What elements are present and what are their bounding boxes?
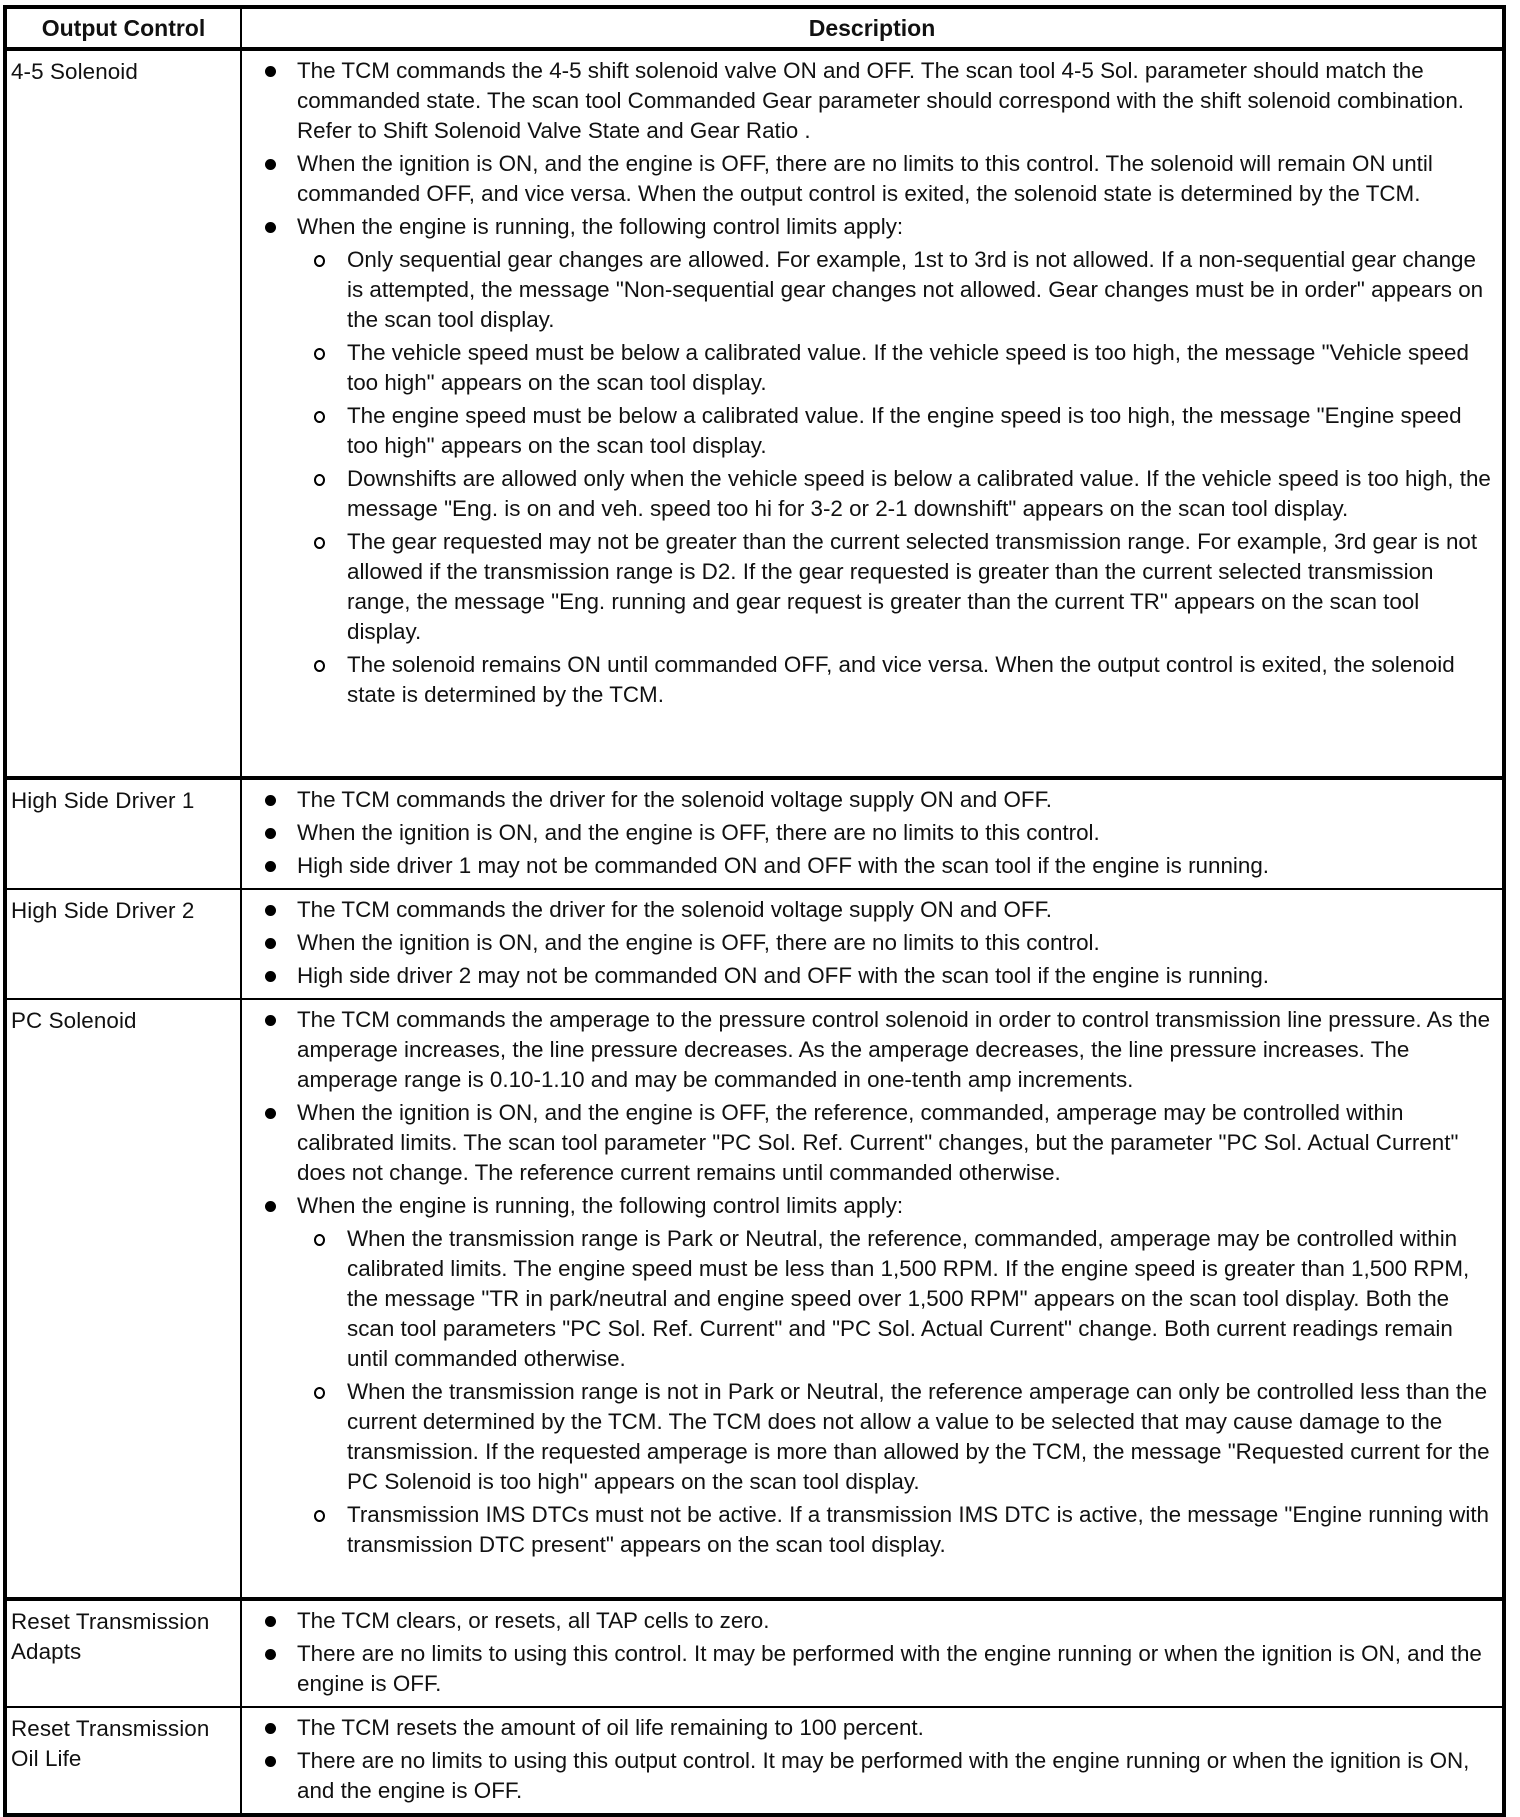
bullet-dot-icon xyxy=(265,1616,276,1627)
column-header-output-control: Output Control xyxy=(5,7,241,49)
bullet-circle-icon xyxy=(314,348,325,360)
bullet-dot-icon xyxy=(265,861,276,872)
bullet-list xyxy=(242,56,1498,710)
bullet-item xyxy=(242,928,1498,958)
bullet-text: High side driver 2 may not be commanded ON and OFF with the scan tool if the engine is running. xyxy=(297,963,1270,988)
table-row xyxy=(5,49,1504,778)
bullet-dot-icon xyxy=(265,971,276,982)
bullet-circle-icon xyxy=(314,1510,325,1522)
description-cell xyxy=(241,778,1504,889)
bullet-dot-icon xyxy=(265,66,276,77)
bullet-item xyxy=(242,1606,1498,1636)
sub-bullet-item xyxy=(242,464,1498,524)
sub-bullet-item xyxy=(242,1500,1498,1560)
bullet-item xyxy=(242,1191,1498,1560)
bullet-item xyxy=(242,961,1498,991)
sub-bullet-list xyxy=(242,1224,1498,1560)
bullet-circle-icon xyxy=(314,537,325,549)
bullet-text: When the ignition is ON, and the engine is OFF, there are no limits to this control. xyxy=(297,930,1100,955)
bullet-text: The TCM commands the driver for the solenoid voltage supply ON and OFF. xyxy=(297,897,1052,922)
output-control-table xyxy=(3,5,1506,1817)
bullet-dot-icon xyxy=(265,222,276,233)
sub-bullet-text: The gear requested may not be greater than the current selected transmission range. For example, 3rd gear is not allowed if the transmission range is D2. If the gear requested is greater than the current selected transmission range, the message "Eng. running and gear request is greater than the current TR" appears on the scan tool display. xyxy=(347,529,1478,644)
sub-bullet-text: When the transmission range is Park or Neutral, the reference, commanded, amperage may be controlled within calibrated limits. The engine speed must be less than 1,500 RPM. If the engine speed is greater than 1,500 RPM, the message "TR in park/neutral and engine speed over 1,500 RPM" appears on the scan tool display. Both the scan tool parameters "PC Sol. Ref. Current" and "PC Sol. Actual Current" change. Both current readings remain until commanded otherwise. xyxy=(347,1226,1470,1371)
table-row xyxy=(5,778,1504,889)
output-control-cell: High Side Driver 1 xyxy=(5,778,241,889)
bullet-item xyxy=(242,851,1498,881)
bullet-dot-icon xyxy=(265,159,276,170)
bullet-list xyxy=(242,895,1498,991)
bullet-item xyxy=(242,149,1498,209)
bullet-text: The TCM resets the amount of oil life remaining to 100 percent. xyxy=(297,1715,924,1740)
output-control-cell: High Side Driver 2 xyxy=(5,889,241,999)
bullet-text: There are no limits to using this control. It may be performed with the engine running or when the ignition is ON, and the engine is OFF. xyxy=(297,1641,1482,1696)
sub-bullet-item xyxy=(242,401,1498,461)
bullet-item xyxy=(242,56,1498,146)
bullet-dot-icon xyxy=(265,905,276,916)
sub-bullet-text: Downshifts are allowed only when the vehicle speed is below a calibrated value. If the vehicle speed is too high, the message "Eng. is on and veh. speed too hi for 3-2 or 2-1 downshift" appears on the scan tool display. xyxy=(347,466,1491,521)
output-control-cell: Reset Transmission Oil Life xyxy=(5,1707,241,1815)
sub-bullet-list xyxy=(242,245,1498,710)
sub-bullet-text: Transmission IMS DTCs must not be active. If a transmission IMS DTC is active, the message "Engine running with transmission DTC present" appears on the scan tool display. xyxy=(347,1502,1489,1557)
bullet-dot-icon xyxy=(265,938,276,949)
bullet-dot-icon xyxy=(265,1201,276,1212)
bullet-text: The TCM commands the driver for the solenoid voltage supply ON and OFF. xyxy=(297,787,1052,812)
bullet-dot-icon xyxy=(265,1723,276,1734)
description-cell xyxy=(241,1599,1504,1707)
description-cell xyxy=(241,999,1504,1599)
bullet-list xyxy=(242,785,1498,881)
table-row xyxy=(5,1599,1504,1707)
table-header-row xyxy=(5,7,1504,49)
bullet-circle-icon xyxy=(314,255,325,267)
bullet-text: The TCM clears, or resets, all TAP cells to zero. xyxy=(297,1608,770,1633)
sub-bullet-text: The engine speed must be below a calibrated value. If the engine speed is too high, the message "Engine speed too high" appears on the scan tool display. xyxy=(347,403,1462,458)
bullet-item xyxy=(242,1639,1498,1699)
description-cell xyxy=(241,49,1504,778)
bullet-list xyxy=(242,1606,1498,1699)
bullet-text: The TCM commands the amperage to the pressure control solenoid in order to control transmission line pressure. As the amperage increases, the line pressure decreases. As the amperage decreases, the line pressure increases. The amperage range is 0.10-1.10 and may be commanded in one-tenth amp increments. xyxy=(297,1007,1491,1092)
bullet-text: High side driver 1 may not be commanded ON and OFF with the scan tool if the engine is running. xyxy=(297,853,1270,878)
bullet-list xyxy=(242,1713,1498,1806)
sub-bullet-text: The solenoid remains ON until commanded OFF, and vice versa. When the output control is exited, the solenoid state is determined by the TCM. xyxy=(347,652,1455,707)
bullet-item xyxy=(242,785,1498,815)
bullet-text: When the ignition is ON, and the engine is OFF, there are no limits to this control. The solenoid will remain ON until commanded OFF, and vice versa. When the output control is exited, the solenoid state is determined by the TCM. xyxy=(297,151,1433,206)
bullet-item xyxy=(242,1098,1498,1188)
bullet-dot-icon xyxy=(265,1649,276,1660)
bullet-list xyxy=(242,1005,1498,1560)
bullet-text: When the ignition is ON, and the engine is OFF, there are no limits to this control. xyxy=(297,820,1100,845)
bullet-text: There are no limits to using this output control. It may be performed with the engine running or when the ignition is ON, and the engine is OFF. xyxy=(297,1748,1470,1803)
table-row xyxy=(5,889,1504,999)
sub-bullet-item xyxy=(242,527,1498,647)
bullet-text: When the ignition is ON, and the engine is OFF, the reference, commanded, amperage may be controlled within calibrated limits. The scan tool parameter "PC Sol. Ref. Current" changes, but the parameter "PC Sol. Actual Current" does not change. The reference current remains until commanded otherwise. xyxy=(297,1100,1459,1185)
column-header-description: Description xyxy=(241,7,1504,49)
bullet-text: When the engine is running, the following control limits apply: xyxy=(297,214,904,239)
table-row xyxy=(5,1707,1504,1815)
bullet-text: The TCM commands the 4-5 shift solenoid valve ON and OFF. The scan tool 4-5 Sol. parameter should match the commanded state. The scan tool Commanded Gear parameter should correspond with the shift solenoid combination. Refer to Shift Solenoid Valve State and Gear Ratio . xyxy=(297,58,1465,143)
bullet-circle-icon xyxy=(314,1387,325,1399)
output-control-cell: Reset Transmission Adapts xyxy=(5,1599,241,1707)
description-cell xyxy=(241,1707,1504,1815)
bullet-item xyxy=(242,1713,1498,1743)
bullet-dot-icon xyxy=(265,828,276,839)
bullet-circle-icon xyxy=(314,1234,325,1246)
bullet-dot-icon xyxy=(265,1756,276,1767)
bullet-text: When the engine is running, the following control limits apply: xyxy=(297,1193,904,1218)
sub-bullet-item xyxy=(242,1377,1498,1497)
output-control-cell: 4-5 Solenoid xyxy=(5,49,241,778)
bullet-item xyxy=(242,895,1498,925)
sub-bullet-text: The vehicle speed must be below a calibrated value. If the vehicle speed is too high, the message "Vehicle speed too high" appears on the scan tool display. xyxy=(347,340,1469,395)
bullet-dot-icon xyxy=(265,795,276,806)
sub-bullet-text: Only sequential gear changes are allowed. For example, 1st to 3rd is not allowed. If a non-sequential gear change is attempted, the message "Non-sequential gear changes not allowed. Gear changes must be in order" appears on the scan tool display. xyxy=(347,247,1484,332)
sub-bullet-item xyxy=(242,245,1498,335)
bullet-dot-icon xyxy=(265,1108,276,1119)
bullet-circle-icon xyxy=(314,411,325,423)
description-cell xyxy=(241,889,1504,999)
bullet-item xyxy=(242,212,1498,710)
sub-bullet-text: When the transmission range is not in Park or Neutral, the reference amperage can only be controlled less than the current determined by the TCM. The TCM does not allow a value to be selected that may cause damage to the transmission. If the requested amperage is more than allowed by the TCM, the message "Requested current for the PC Solenoid is too high" appears on the scan tool display. xyxy=(347,1379,1490,1494)
bullet-item xyxy=(242,1746,1498,1806)
sub-bullet-item xyxy=(242,650,1498,710)
sub-bullet-item xyxy=(242,338,1498,398)
table-row xyxy=(5,999,1504,1599)
bullet-circle-icon xyxy=(314,660,325,672)
sub-bullet-item xyxy=(242,1224,1498,1374)
output-control-cell: PC Solenoid xyxy=(5,999,241,1599)
bullet-dot-icon xyxy=(265,1015,276,1026)
bullet-item xyxy=(242,818,1498,848)
bullet-item xyxy=(242,1005,1498,1095)
bullet-circle-icon xyxy=(314,474,325,486)
